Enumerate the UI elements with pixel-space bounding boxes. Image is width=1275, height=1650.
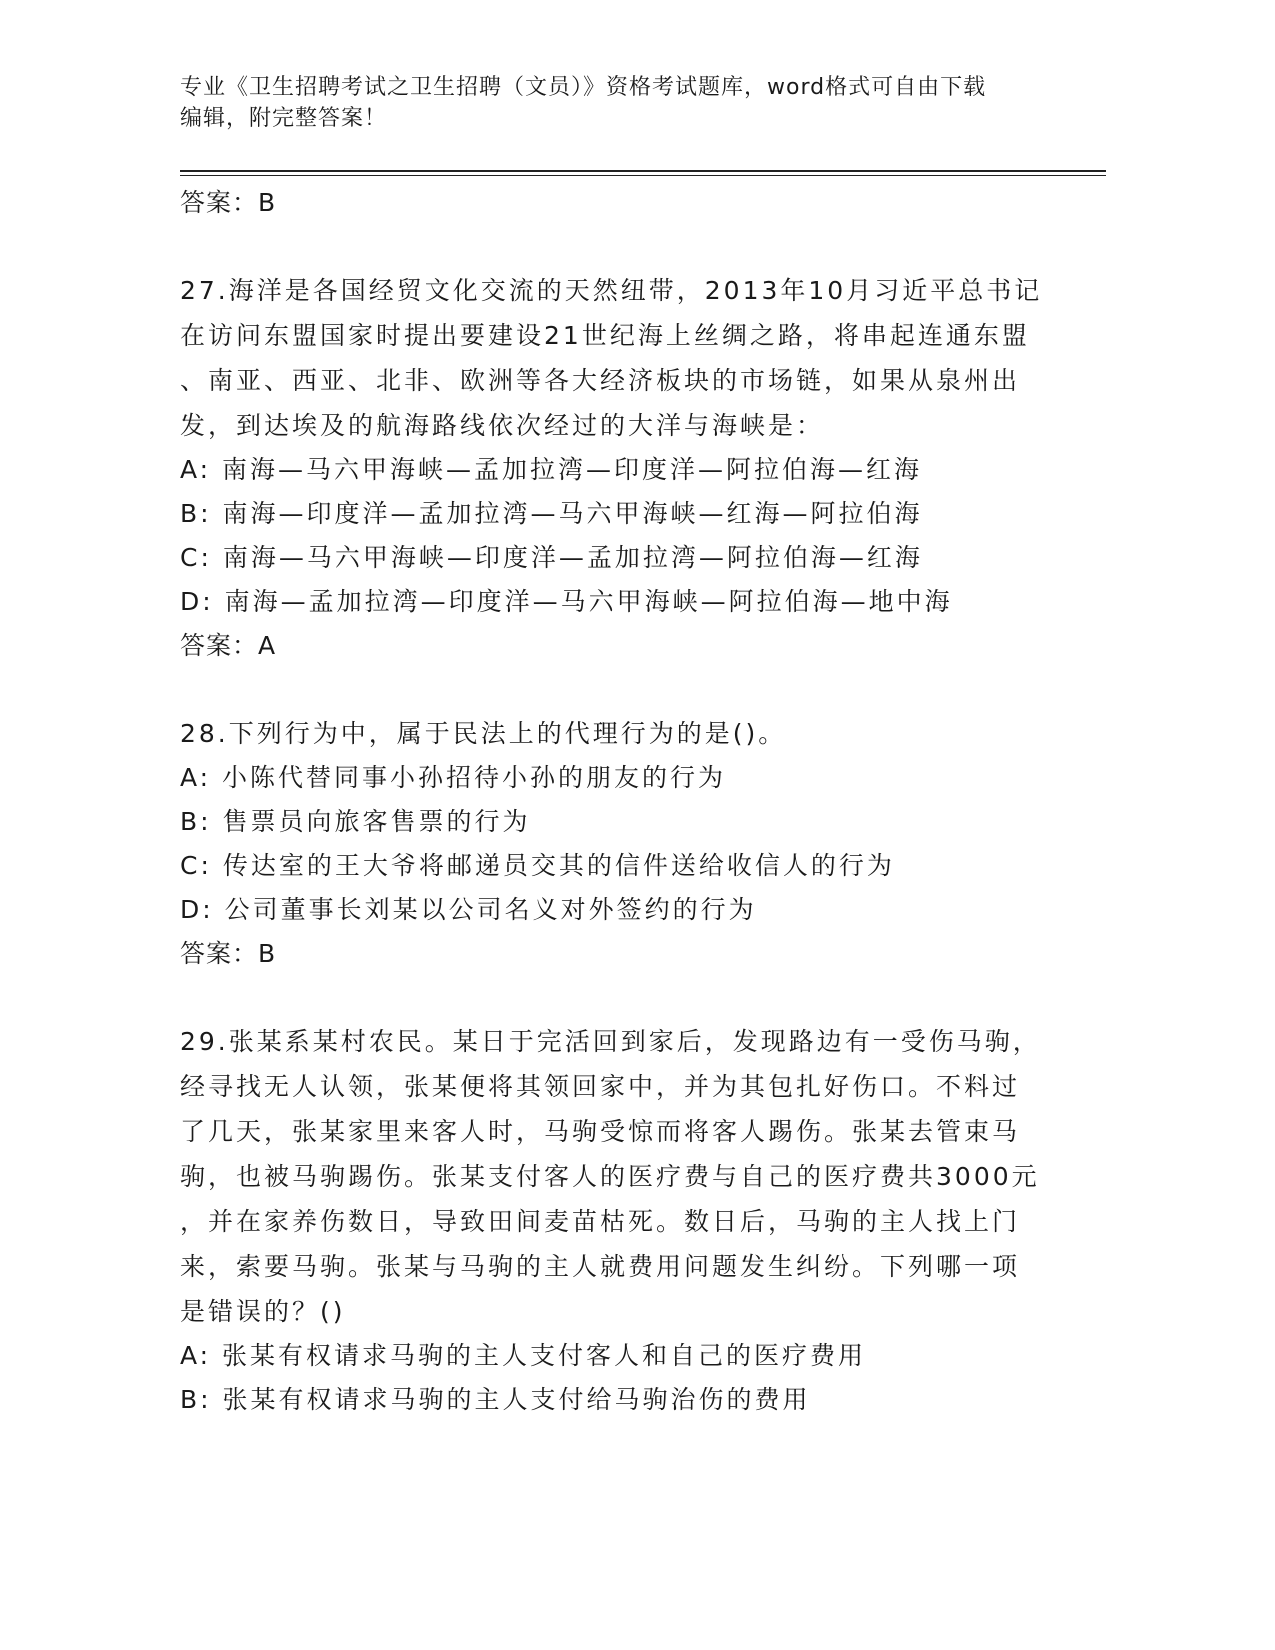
stem-line: 驹，也被马驹踢伤。张某支付客人的医疗费与自己的医疗费共3000元 bbox=[180, 1162, 1040, 1191]
option-a: A: 小陈代替同事小孙招待小孙的朋友的行为 bbox=[180, 763, 727, 792]
option-c: C: 传达室的王大爷将邮递员交其的信件送给收信人的行为 bbox=[180, 851, 895, 880]
header-divider-thin bbox=[180, 175, 1106, 176]
document-header bbox=[180, 72, 1060, 134]
option-a: A: 南海—马六甲海峡—孟加拉湾—印度洋—阿拉伯海—红海 bbox=[180, 455, 923, 484]
option-b: B: 售票员向旅客售票的行为 bbox=[180, 807, 531, 836]
option-d: D: 南海—孟加拉湾—印度洋—马六甲海峡—阿拉伯海—地中海 bbox=[180, 587, 953, 616]
header-line-2: 编辑，附完整答案！ bbox=[180, 106, 388, 131]
option-a: A: 张某有权请求马驹的主人支付客人和自己的医疗费用 bbox=[180, 1341, 867, 1370]
option-b: B: 张某有权请求马驹的主人支付给马驹治伤的费用 bbox=[180, 1385, 811, 1414]
answer: 答案：A bbox=[180, 631, 277, 660]
question-stem bbox=[180, 711, 1040, 756]
option-c: C: 南海—马六甲海峡—印度洋—孟加拉湾—阿拉伯海—红海 bbox=[180, 543, 923, 572]
question-stem bbox=[180, 268, 1043, 448]
option-b: B: 南海—印度洋—孟加拉湾—马六甲海峡—红海—阿拉伯海 bbox=[180, 499, 923, 528]
stem-line: 在访问东盟国家时提出要建设21世纪海上丝绸之路，将串起连通东盟 bbox=[180, 321, 1030, 350]
answer: 答案：B bbox=[180, 939, 277, 968]
stem-line: 经寻找无人认领，张某便将其领回家中，并为其包扎好伤口。不料过 bbox=[180, 1072, 1021, 1101]
question-list bbox=[180, 181, 1043, 1422]
spacer bbox=[180, 225, 1040, 268]
header-divider-thick bbox=[180, 170, 1106, 172]
stem-line: 来，索要马驹。张某与马驹的主人就费用问题发生纠纷。下列哪一项 bbox=[180, 1252, 1021, 1281]
question-27 bbox=[180, 268, 1043, 668]
previous-answer: 答案：B bbox=[180, 188, 277, 217]
question-28 bbox=[180, 711, 1040, 976]
spacer bbox=[180, 668, 1040, 711]
question-stem bbox=[180, 1019, 1040, 1334]
stem-line: 是错误的？() bbox=[180, 1297, 346, 1326]
stem-line: 27.海洋是各国经贸文化交流的天然纽带，2013年10月习近平总书记 bbox=[180, 276, 1043, 305]
stem-line: 29.张某系某村农民。某日于完活回到家后，发现路边有一受伤马驹， bbox=[180, 1027, 1041, 1056]
stem-line: ，并在家养伤数日，导致田间麦苗枯死。数日后，马驹的主人找上门 bbox=[180, 1207, 1021, 1236]
question-29 bbox=[180, 1019, 1040, 1422]
option-d: D: 公司董事长刘某以公司名义对外签约的行为 bbox=[180, 895, 757, 924]
stem-line: 发，到达埃及的航海路线依次经过的大洋与海峡是： bbox=[180, 411, 825, 440]
stem-line: 了几天，张某家里来客人时，马驹受惊而将客人踢伤。张某去管束马 bbox=[180, 1117, 1021, 1146]
stem-line: 28.下列行为中，属于民法上的代理行为的是()。 bbox=[180, 719, 787, 748]
header-line-1: 专业《卫生招聘考试之卫生招聘（文员）》资格考试题库，word格式可自由下载 bbox=[180, 75, 987, 100]
stem-line: 、南亚、西亚、北非、欧洲等各大经济板块的市场链，如果从泉州出 bbox=[180, 366, 1021, 395]
spacer bbox=[180, 976, 1040, 1019]
